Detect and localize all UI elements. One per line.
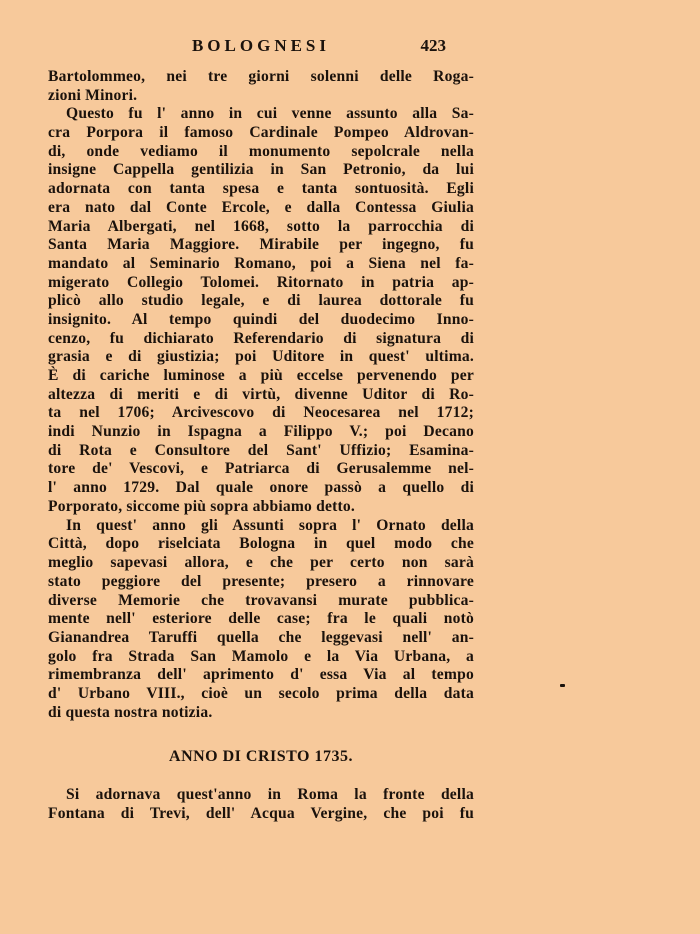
text-line: Città, dopo riselciata Bologna in quel modo che — [48, 535, 474, 553]
text-line: di Rota e Consultore del Sant' Uffizio; Esamina- — [48, 441, 474, 459]
text-line: era nato dal Conte Ercole, e dalla Contessa Giulia — [48, 198, 474, 216]
text-line: Fontana di Trevi, dell' Acqua Vergine, che poi fu — [48, 804, 474, 822]
text-line: d' Urbano VIII., cioè un secolo prima della data — [48, 684, 474, 702]
text-line: indi Nunzio in Ispagna a Filippo V.; poi Decano — [48, 423, 474, 441]
text-line: ta nel 1706; Arcivescovo di Neocesarea nel 1712; — [48, 404, 474, 422]
text-line: cra Porpora il famoso Cardinale Pompeo Aldrovan- — [48, 124, 474, 142]
text-line: Gianandrea Taruffi quella che leggevasi nell' an- — [48, 628, 474, 646]
text-line: tore de' Vescovi, e Patriarca di Gerusalemme nel- — [48, 460, 474, 478]
text-line: Santa Maria Maggiore. Mirabile per ingegno, fu — [48, 236, 474, 254]
text-line: plicò allo studio legale, e di laurea dottorale fu — [48, 292, 474, 310]
running-head-title: BOLOGNESI — [191, 36, 331, 55]
year-heading: ANNO DI CRISTO 1735. — [169, 748, 353, 765]
text-line: In quest' anno gli Assunti sopra l' Ornato della — [66, 516, 474, 534]
paragraph-4 — [48, 786, 474, 823]
text-line: migerato Collegio Tolomei. Ritornato in patria ap- — [48, 273, 474, 291]
text-line: l' anno 1729. Dal quale onore passò a quello di — [48, 479, 474, 497]
text-line: mandato al Seminario Romano, poi a Siena nel fa- — [48, 254, 474, 272]
text-line: di questa nostra notizia. — [48, 703, 213, 721]
text-line: mente nell' esteriore delle case; fra le quali notò — [48, 610, 474, 628]
text-line: zioni Minori. — [48, 86, 138, 104]
text-line: insigne Cappella gentilizia in San Petronio, da lui — [48, 161, 474, 179]
text-line: meglio sapevasi allora, e che per certo non sarà — [48, 554, 474, 572]
text-line: Porporato, siccome più sopra abbiamo detto. — [48, 497, 356, 515]
text-line: stato peggiore del presente; presero a rinnovare — [48, 572, 474, 590]
paragraph-3 — [48, 517, 474, 723]
ink-speck — [560, 684, 565, 687]
paragraph-2 — [48, 105, 474, 516]
text-line: altezza di meriti e di virtù, divenne Uditor di Ro- — [48, 385, 474, 403]
page-number: 423 — [420, 36, 446, 55]
text-line: grasia e di giustizia; poi Uditore in quest' ultima. — [48, 348, 474, 366]
text-line: rimembranza dell' aprimento d' essa Via al tempo — [48, 666, 474, 684]
text-line: Maria Albergati, nel 1668, sotto la parrocchia di — [48, 217, 474, 235]
text-line: insignito. Al tempo quindi del duodecimo Inno- — [48, 310, 474, 328]
text-line: Bartolommeo, nei tre giorni solenni delle Roga- — [48, 68, 474, 85]
text-line: Questo fu l' anno in cui venne assunto alla Sa- — [66, 105, 474, 123]
text-line: cenzo, fu dichiarato Referendario di signatura di — [48, 329, 474, 347]
paragraph-1 — [48, 68, 474, 105]
running-head — [48, 36, 474, 58]
text-line: di, onde vediamo il monumento sepolcrale nella — [48, 142, 474, 160]
text-line: adornata con tanta spesa e tanta sontuosità. Egli — [48, 180, 474, 198]
text-line: Si adornava quest'anno in Roma la fronte della — [66, 786, 474, 803]
text-line: diverse Memorie che trovavansi murate pubblica- — [48, 591, 474, 609]
text-line: È di cariche luminose a più eccelse pervenendo per — [48, 367, 474, 385]
text-line: golo fra Strada San Mamolo e la Via Urbana, a — [48, 647, 474, 665]
